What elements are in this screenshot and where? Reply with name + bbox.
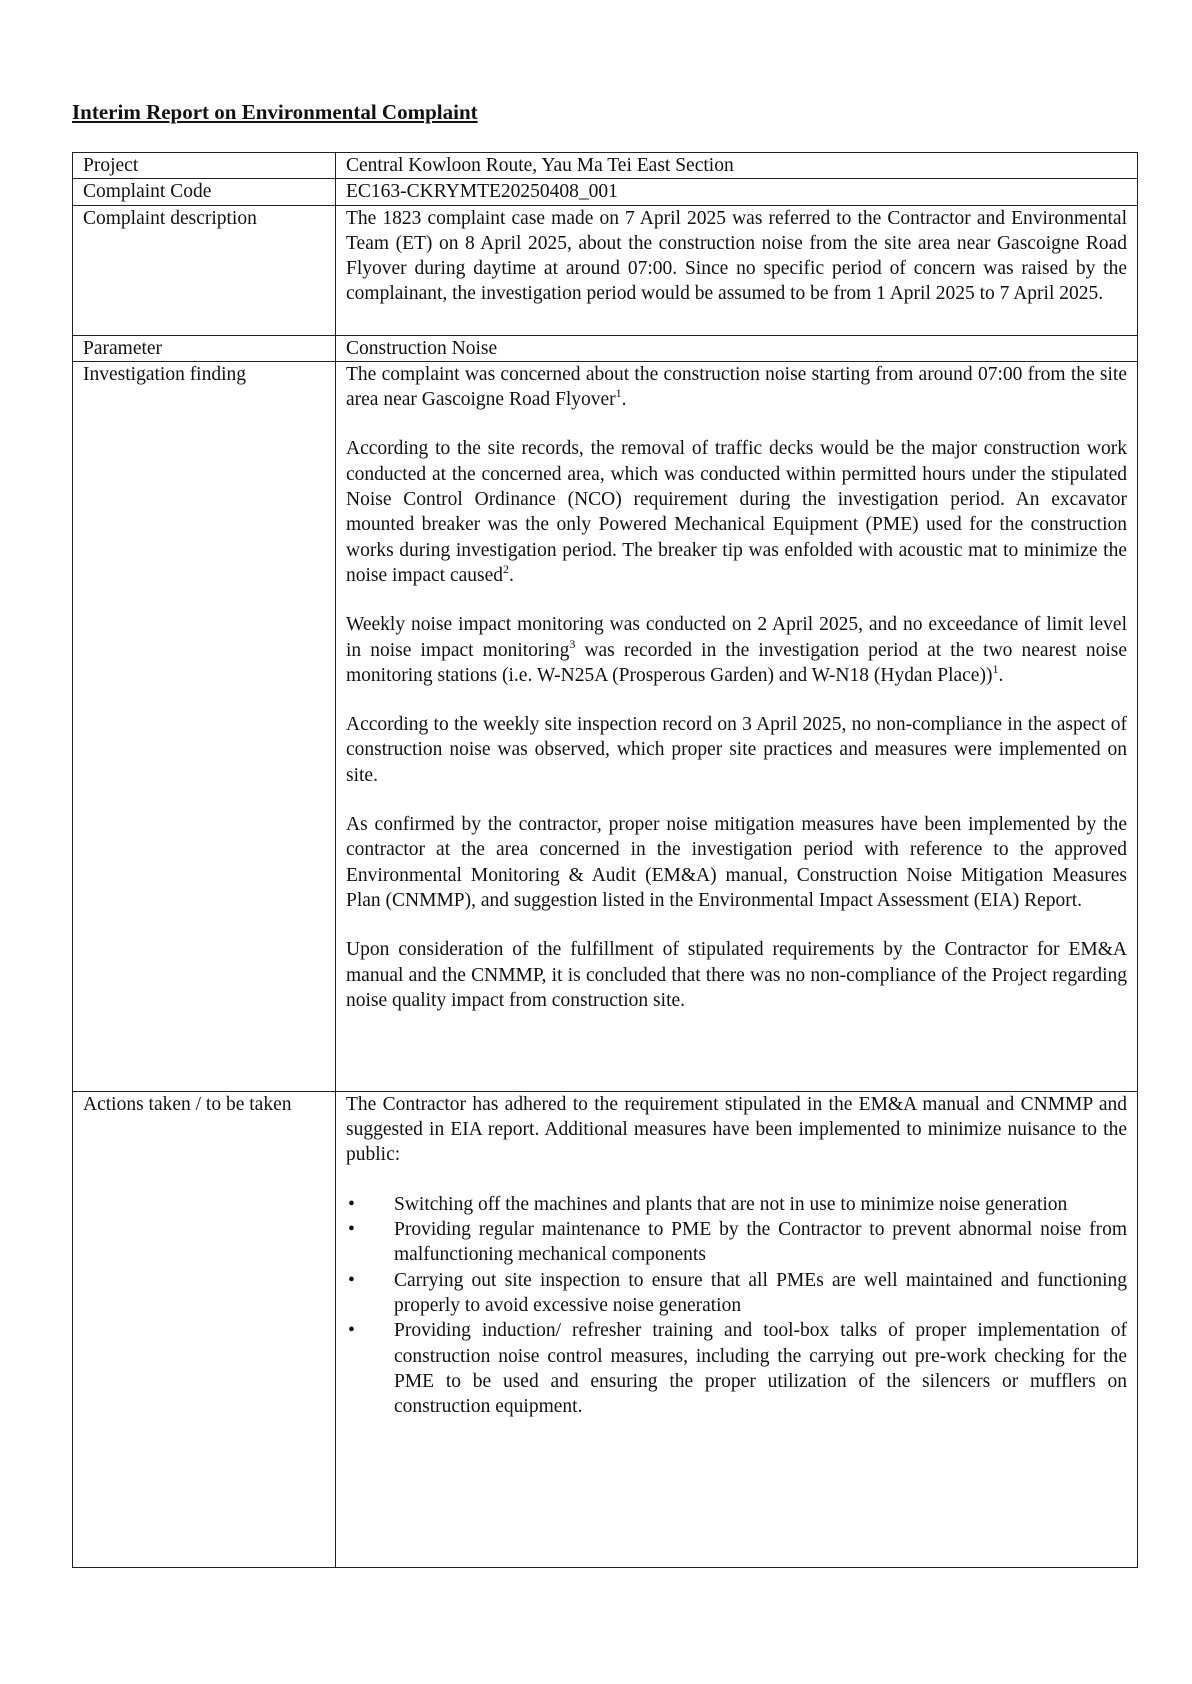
bullet-icon: •: [348, 1269, 355, 1291]
table-row-complaint-description: [73, 205, 1138, 335]
list-item: • Switching off the machines and plants that are not in use to minimize noise generation: [346, 1192, 1127, 1217]
table-row-actions: [73, 1091, 1138, 1567]
footnote-ref: 1: [992, 661, 999, 676]
measures-list: [346, 1192, 1127, 1420]
footnote-ref: 2: [503, 561, 510, 576]
finding-paragraph-3: Weekly noise impact monitoring was conducted on 2 April 2025, and no exceedance of limit level in noise impact monitoring$^3$ was recorded in the investigation period at the two nearest noise monitoring stations (i.e. W-N25A (Prosperous Garden) and W-N18 (Hydan Place))$^1$.: [346, 614, 1127, 686]
actions-value: [336, 1091, 1138, 1567]
complaint-code-value: EC163-CKRYMTE20250408_001: [336, 179, 1138, 205]
finding-paragraph-2: According to the site records, the removal of traffic decks would be the major construction work conducted at the concerned area, which was conducted within permitted hours under the stipulated Noise Control Ordinance (NCO) requirement during the investigation period. An excavator mounted breaker was the only Powered Mechanical Equipment (PME) used for the construction works during investigation period. The breaker tip was enfolded with acoustic mat to minimize the noise impact caused$^2$.: [346, 438, 1127, 586]
table-row-complaint-code: [73, 179, 1138, 205]
actions-label: Actions taken / to be taken: [73, 1091, 336, 1567]
bullet-icon: •: [348, 1219, 355, 1241]
bullet-icon: •: [348, 1320, 355, 1342]
project-value: Central Kowloon Route, Yau Ma Tei East Section: [336, 153, 1138, 179]
bullet-icon: •: [348, 1193, 355, 1215]
table-row-investigation-finding: [73, 361, 1138, 1091]
list-item: • Carrying out site inspection to ensure that all PMEs are well maintained and functioning properly to avoid excessive noise generation: [348, 1269, 1127, 1316]
finding-paragraph-1: The complaint was concerned about the construction noise starting from around 07:00 from the site area near Gascoigne Road Flyover$^1$.: [346, 363, 1127, 411]
report-title: Interim Report on Environmental Complaint: [72, 100, 478, 124]
finding-paragraph-6: Upon consideration of the fulfillment of stipulated requirements by the Contractor for EM&A manual and the CNMMP, it is concluded that there was no non-compliance of the Project regarding noise quality impact from construction site.: [346, 939, 1127, 1011]
complaint-report-table: [72, 152, 1138, 1568]
finding-paragraph-5: As confirmed by the contractor, proper noise mitigation measures have been implemented by the contractor at the area concerned in the investigation period with reference to the approved Environmental Monitoring & Audit (EM&A) manual, Construction Noise Mitigation Measures Plan (CNMMP), and suggestion listed in the Environmental Impact Assessment (EIA) Report.: [346, 814, 1127, 911]
footnote-ref: 1: [615, 386, 622, 401]
parameter-value: Construction Noise: [336, 335, 1138, 361]
complaint-description-label: Complaint description: [73, 205, 336, 335]
parameter-label: Parameter: [73, 335, 336, 361]
footnote-ref: 3: [569, 636, 576, 651]
project-label: Project: [73, 153, 336, 179]
finding-paragraph-4: According to the weekly site inspection record on 3 April 2025, no non-compliance in the aspect of construction noise was observed, which proper site practices and measures were implemented on site.: [346, 714, 1127, 786]
actions-intro: The Contractor has adhered to the requirement stipulated in the EM&A manual and CNMMP and suggested in EIA report. Additional measures have been implemented to minimize nuisance to the public:: [346, 1093, 1127, 1166]
complaint-description-value: The 1823 complaint case made on 7 April 2025 was referred to the Contractor and Environmental Team (ET) on 8 April 2025, about the construction noise from the site area near Gascoigne Road Flyover during daytime at around 07:00. Since no specific period of concern was raised by the complainant, the investigation period would be assumed to be from 1 April 2025 to 7 April 2025.: [336, 205, 1138, 335]
list-item: • Providing regular maintenance to PME by the Contractor to prevent abnormal noise from malfunctioning mechanical components: [348, 1219, 1127, 1266]
table-row-project: [73, 153, 1138, 179]
complaint-code-label: Complaint Code: [73, 179, 336, 205]
list-item: • Providing induction/ refresher training and tool-box talks of proper implementation of construction noise control measures, including the carrying out pre-work checking for the PME to be used and ensuring the proper utilization of the silencers or mufflers on construction equipment.: [348, 1320, 1127, 1418]
investigation-finding-label: Investigation finding: [73, 361, 336, 1091]
table-row-parameter: [73, 335, 1138, 361]
investigation-finding-value: [336, 361, 1138, 1091]
